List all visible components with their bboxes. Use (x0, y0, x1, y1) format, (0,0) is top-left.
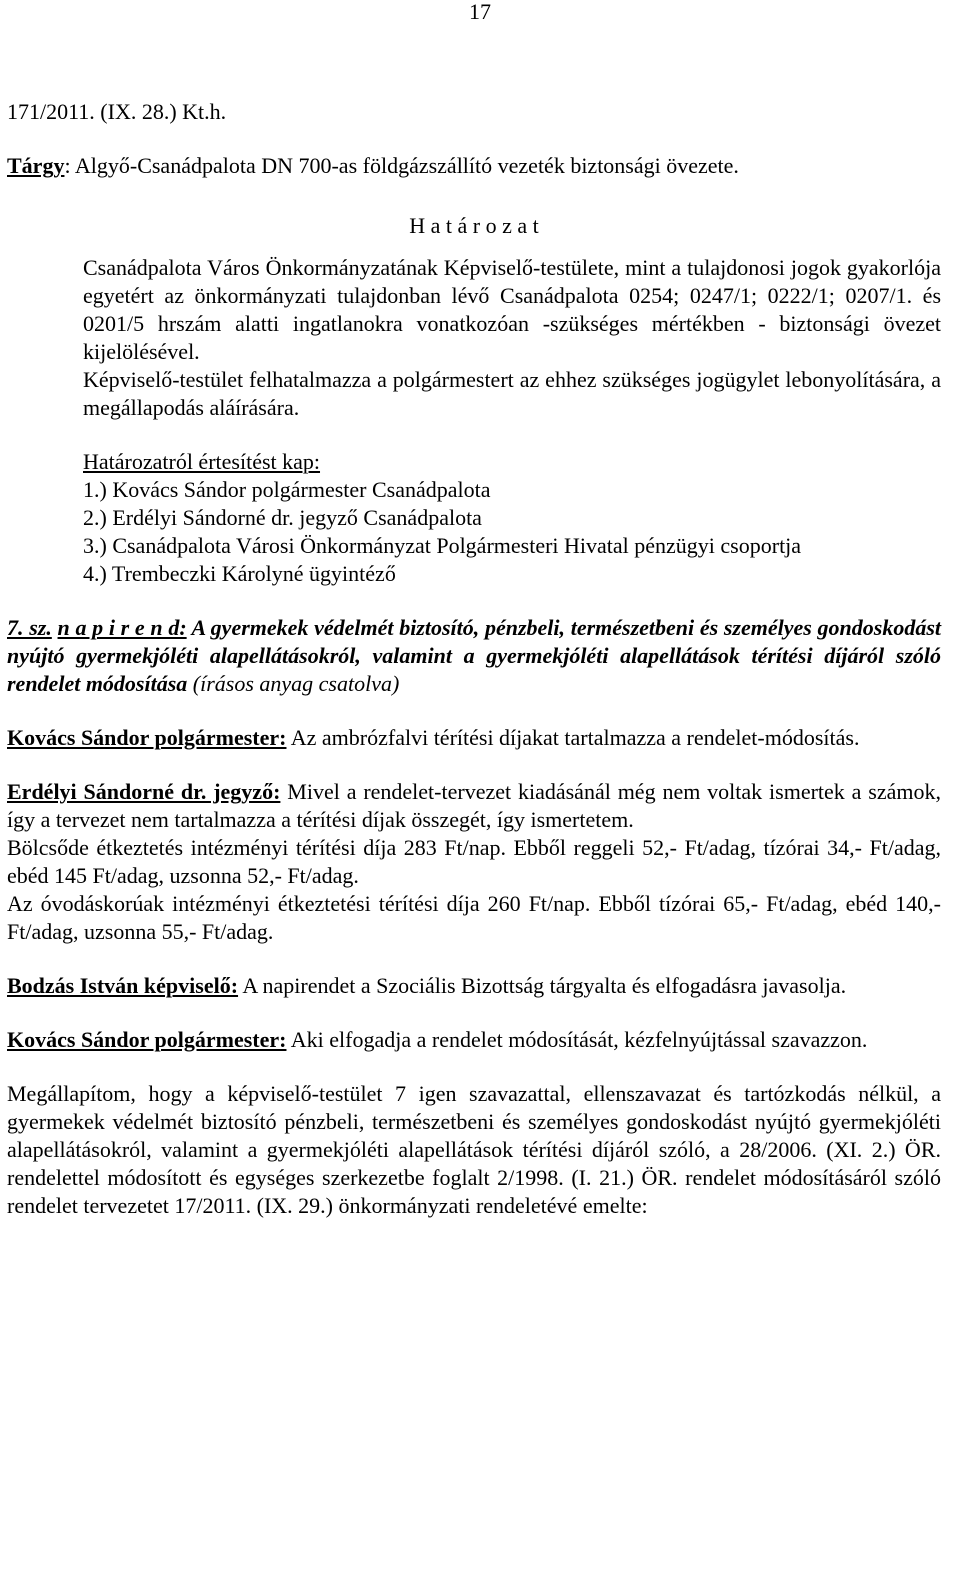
speech-extra: Az óvodáskorúak intézményi étkeztetési térítési díja 260 Ft/nap. Ebből tízórai 65,- Ft/adag, ebéd 140,- Ft/adag, uzsonna 55,- Ft/adag. (7, 891, 941, 944)
speaker-name: Kovács Sándor polgármester: (7, 725, 287, 750)
speech-text: Mivel a rendelet-tervezet kiadásánál még nem voltak ismertek a számok, így a tervezet nem tartalmazza a térítési díjak összegét, így ismertetem. (7, 779, 942, 832)
resolution-number: 171/2011. (IX. 28.) Kt.h. (7, 99, 227, 124)
speech (7, 1026, 941, 1054)
notify-item: 2.) Erdélyi Sándorné dr. jegyző Csanádpalota (83, 505, 482, 530)
speech (7, 972, 941, 1000)
resolution-paragraph-1: Csanádpalota Város Önkormányzatának Képviselő-testülete, mint a tulajdonosi jogok gyakorlója egyetért az önkormányzati tulajdonban lévő Csanádpalota 0254; 0247/1; 0222/1; 0207/1. és 0201/5 hrszám alatti ingatlanokra vonatkozóan -szükséges mértékben - biztonsági övezet kijelölésével. (83, 255, 941, 364)
notify-item: 4.) Trembeczki Károlyné ügyintéző (83, 561, 396, 586)
agenda-item (7, 614, 941, 698)
resolution-block (83, 212, 941, 588)
subject-separator: : (64, 153, 71, 178)
document-body (7, 98, 941, 1220)
subject-text: Algyő-Csanádpalota DN 700-as földgázszállító vezeték biztonsági övezete. (70, 153, 739, 178)
notify-item: 1.) Kovács Sándor polgármester Csanádpalota (83, 477, 491, 502)
speech (7, 724, 941, 752)
subject-line (7, 152, 941, 180)
speech-text: Aki elfogadja a rendelet módosítását, kézfelnyújtással szavazzon. (286, 1027, 868, 1052)
resolution-heading: H a t á r o z a t (409, 213, 539, 238)
speech (7, 778, 941, 834)
speech-text: A napirendet a Szociális Bizottság tárgyalta és elfogadásra javasolja. (238, 973, 847, 998)
agenda-title: A gyermekek védelmét biztosító, pénzbeli, természetbeni és személyes gondoskodást nyújtó gyermekjóléti alapellátásokról, valamint a gyermekjóléti alapellátások térítési díjáról szóló rendelet módosítása (7, 615, 941, 696)
page-number: 17 (469, 0, 491, 24)
speaker-name: Erdélyi Sándorné dr. jegyző: (7, 779, 281, 804)
resolution-paragraph-2: Képviselő-testület felhatalmazza a polgármestert az ehhez szükséges jogügylet lebonyolítására, a megállapodás aláírására. (83, 367, 941, 420)
agenda-note: (írásos anyag csatolva) (187, 671, 400, 696)
agenda-label: n a p i r e n d: (57, 615, 187, 640)
subject-label: Tárgy (7, 153, 65, 178)
conclusion-paragraph: Megállapítom, hogy a képviselő-testület 7 igen szavazattal, ellenszavazat és tartózkodás nélkül, a gyermekek védelmét biztosító pénzbeli, természetbeni és személyes gondoskodást nyújtó gyermekjóléti alapellátásokról, valamint a gyermekjóléti alapellátások térítési díjáról szóló, a 28/2006. (XI. 2.) ÖR. rendelettel módosított és egységes szerkezetbe foglalt 2/1998. (I. 21.) ÖR. rendelet módosításáról szóló rendelet tervezetet 17/2011. (IX. 29.) önkormányzati rendeletévé emelte: (7, 1081, 941, 1218)
speaker-name: Kovács Sándor polgármester: (7, 1027, 287, 1052)
speaker-name: Bodzás István képviselő: (7, 973, 239, 998)
notify-item: 3.) Csanádpalota Városi Önkormányzat Polgármesteri Hivatal pénzügyi csoportja (83, 533, 802, 558)
speech-text: Az ambrózfalvi térítési díjakat tartalmazza a rendelet-módosítás. (286, 725, 860, 750)
speech-extra: Bölcsőde étkeztetés intézményi térítési díja 283 Ft/nap. Ebből reggeli 52,- Ft/adag, tízórai 34,- Ft/adag, ebéd 145 Ft/adag, uzsonna 52,- Ft/adag. (7, 835, 941, 888)
notify-heading: Határozatról értesítést kap: (83, 449, 321, 474)
agenda-number: 7. sz. (7, 615, 52, 640)
